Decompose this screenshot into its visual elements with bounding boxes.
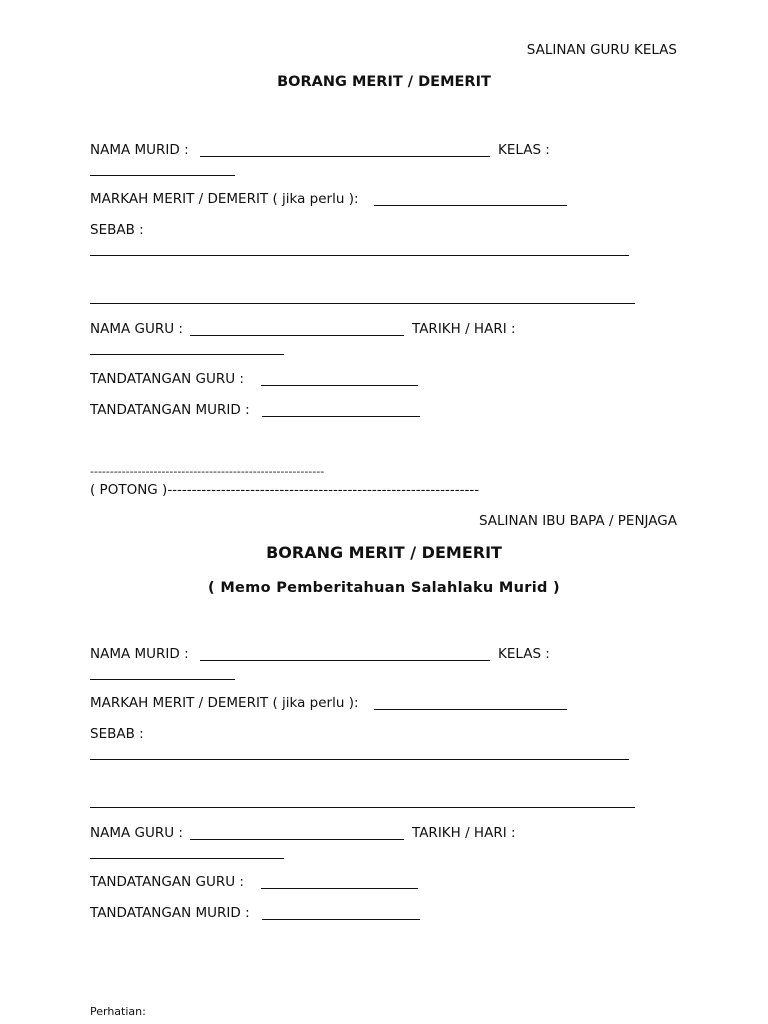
- form-title: BORANG MERIT / DEMERIT: [277, 74, 491, 90]
- student-name-blank[interactable]: [200, 156, 490, 157]
- reason-blank-2[interactable]: [90, 807, 635, 808]
- reason-blank-1[interactable]: [90, 759, 629, 760]
- merit-marks-label: MARKAH MERIT / DEMERIT ( jika perlu ):: [90, 191, 359, 207]
- teacher-signature-blank[interactable]: [261, 888, 418, 889]
- teacher-name-blank[interactable]: [190, 335, 404, 336]
- class-blank[interactable]: [90, 175, 235, 176]
- reason-label: SEBAB :: [90, 222, 144, 238]
- student-signature-label: TANDATANGAN MURID :: [90, 905, 250, 921]
- merit-marks-label: MARKAH MERIT / DEMERIT ( jika perlu ):: [90, 695, 359, 711]
- reason-blank-1[interactable]: [90, 255, 629, 256]
- date-day-label: TARIKH / HARI :: [412, 825, 516, 841]
- student-name-label: NAMA MURID :: [90, 646, 189, 662]
- class-label: KELAS :: [498, 646, 550, 662]
- teacher-signature-blank[interactable]: [261, 385, 418, 386]
- date-day-blank[interactable]: [90, 858, 284, 859]
- copy-label-parent: SALINAN IBU BAPA / PENJAGA: [478, 513, 677, 529]
- date-day-label: TARIKH / HARI :: [412, 321, 516, 337]
- attention-note: Perhatian:: [90, 1005, 146, 1018]
- class-label: KELAS :: [498, 142, 550, 158]
- student-name-label: NAMA MURID :: [90, 142, 189, 158]
- teacher-name-label: NAMA GURU :: [90, 825, 183, 841]
- teacher-name-label: NAMA GURU :: [90, 321, 183, 337]
- teacher-signature-label: TANDATANGAN GURU :: [90, 371, 244, 387]
- reason-blank-2[interactable]: [90, 303, 635, 304]
- student-name-blank[interactable]: [200, 660, 490, 661]
- copy-label-teacher: SALINAN GURU KELAS: [526, 42, 677, 58]
- merit-marks-blank[interactable]: [374, 205, 567, 206]
- teacher-name-blank[interactable]: [190, 839, 404, 840]
- cut-line-potong: ( POTONG )----------------------------------------------------------------: [90, 482, 480, 498]
- reason-label: SEBAB :: [90, 726, 144, 742]
- form-subtitle: ( Memo Pemberitahuan Salahlaku Murid ): [208, 580, 560, 596]
- class-blank[interactable]: [90, 679, 235, 680]
- merit-marks-blank[interactable]: [374, 709, 567, 710]
- student-signature-blank[interactable]: [262, 416, 420, 417]
- cut-dashes: -----------------------------------------------------------: [90, 465, 325, 478]
- student-signature-label: TANDATANGAN MURID :: [90, 402, 250, 418]
- form-title: BORANG MERIT / DEMERIT: [266, 543, 502, 562]
- teacher-signature-label: TANDATANGAN GURU :: [90, 874, 244, 890]
- student-signature-blank[interactable]: [262, 919, 420, 920]
- date-day-blank[interactable]: [90, 354, 284, 355]
